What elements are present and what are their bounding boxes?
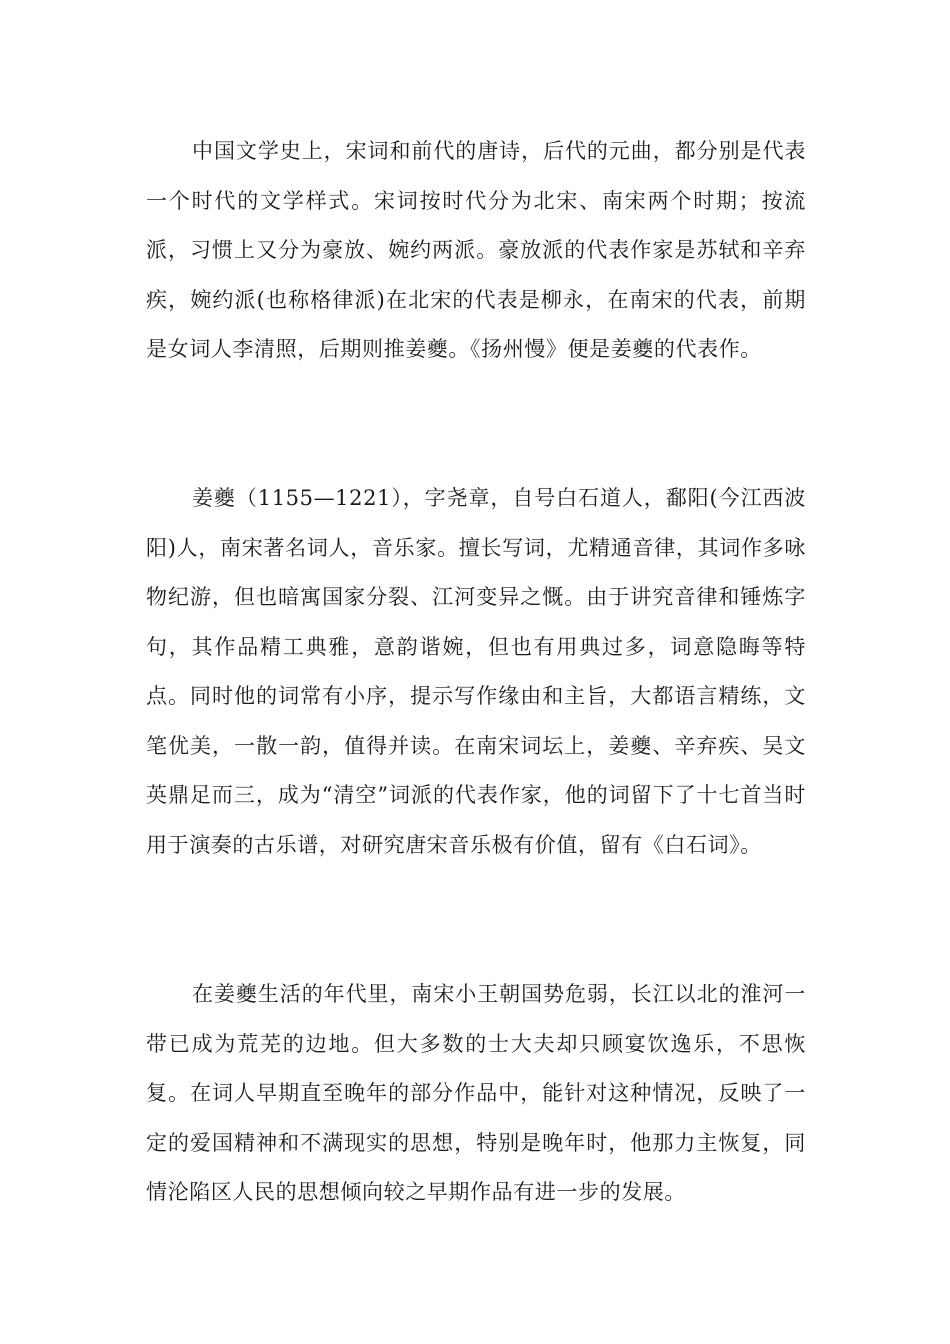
paragraph-jiang-kui-biography: 姜夔（1155—1221），字尧章，自号白石道人，鄱阳(今江西波阳)人，南宋著名词人，音乐家。擅长写词，尤精通音律，其词作多咏物纪游，但也暗寓国家分裂、江河变异之慨。由于讲究音律和锤炼字句，其作品精工典雅，意韵谐婉，但也有用典过多，词意隐晦等特点。同时他的词常有小序，提示写作缘由和主旨，大都语言精练，文笔优美，一散一韵，值得并读。在南宋词坛上，姜夔、辛弃疾、吴文英鼎足而三，成为“清空”词派的代表作家，他的词留下了十七首当时用于演奏的古乐谱，对研究唐宋音乐极有价值，留有《白石词》。 <box>146 486 806 857</box>
paragraph-historical-context: 在姜夔生活的年代里，南宋小王朝国势危弱，长江以北的淮河一带已成为荒芜的边地。但大多数的士大夫却只顾宴饮逸乐，不思恢复。在词人早期直至晚年的部分作品中，能针对这种情况，反映了一定的爱国精神和不满现实的思想，特别是晚年时，他那力主恢复，同情沦陷区人民的思想倾向较之早期作品有进一步的发展。 <box>146 982 806 1204</box>
paragraph-song-ci-overview: 中国文学史上，宋词和前代的唐诗，后代的元曲，都分别是代表一个时代的文学样式。宋词按时代分为北宋、南宋两个时期；按流派，习惯上又分为豪放、婉约两派。豪放派的代表作家是苏轼和辛弃疾，婉约派(也称格律派)在北宋的代表是柳永，在南宋的代表，前期是女词人李清照，后期则推姜夔。《扬州慢》便是姜夔的代表作。 <box>146 139 806 361</box>
